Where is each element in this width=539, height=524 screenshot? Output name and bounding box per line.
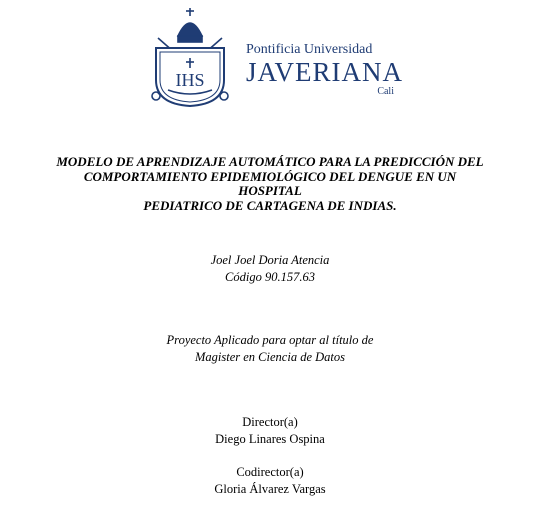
author-block (20, 252, 520, 286)
director-role: Director(a) (242, 415, 298, 429)
university-name-line2: JAVERIANA (246, 57, 404, 87)
purpose-block (20, 332, 520, 366)
title-line: MODELO DE APRENDIZAJE AUTOMÁTICO PARA LA PREDICCIÓN DEL (56, 154, 484, 169)
thesis-title (20, 155, 520, 213)
purpose-line2: Magister en Ciencia de Datos (195, 350, 345, 364)
codirector-name: Gloria Álvarez Vargas (214, 482, 326, 496)
university-seal-icon (138, 8, 242, 108)
author-name: Joel Joel Doria Atencia (210, 253, 330, 267)
title-line: COMPORTAMIENTO EPIDEMIOLÓGICO DEL DENGUE EN UN (83, 168, 457, 184)
director-block (20, 414, 520, 448)
purpose-line1: Proyecto Aplicado para optar al título de (166, 333, 374, 347)
codirector-block (20, 464, 520, 498)
university-name-line1: Pontificia Universidad (246, 42, 373, 57)
university-logo (138, 8, 404, 108)
university-name (246, 42, 404, 98)
author-code: Código 90.157.63 (225, 270, 315, 284)
director-name: Diego Linares Ospina (215, 432, 325, 446)
codirector-role: Codirector(a) (236, 465, 304, 479)
university-campus: Cali (377, 86, 394, 97)
title-line: HOSPITAL (238, 183, 302, 198)
title-line: PEDIATRICO DE CARTAGENA DE INDIAS. (143, 197, 397, 213)
seal-letters: IHS (175, 70, 205, 90)
